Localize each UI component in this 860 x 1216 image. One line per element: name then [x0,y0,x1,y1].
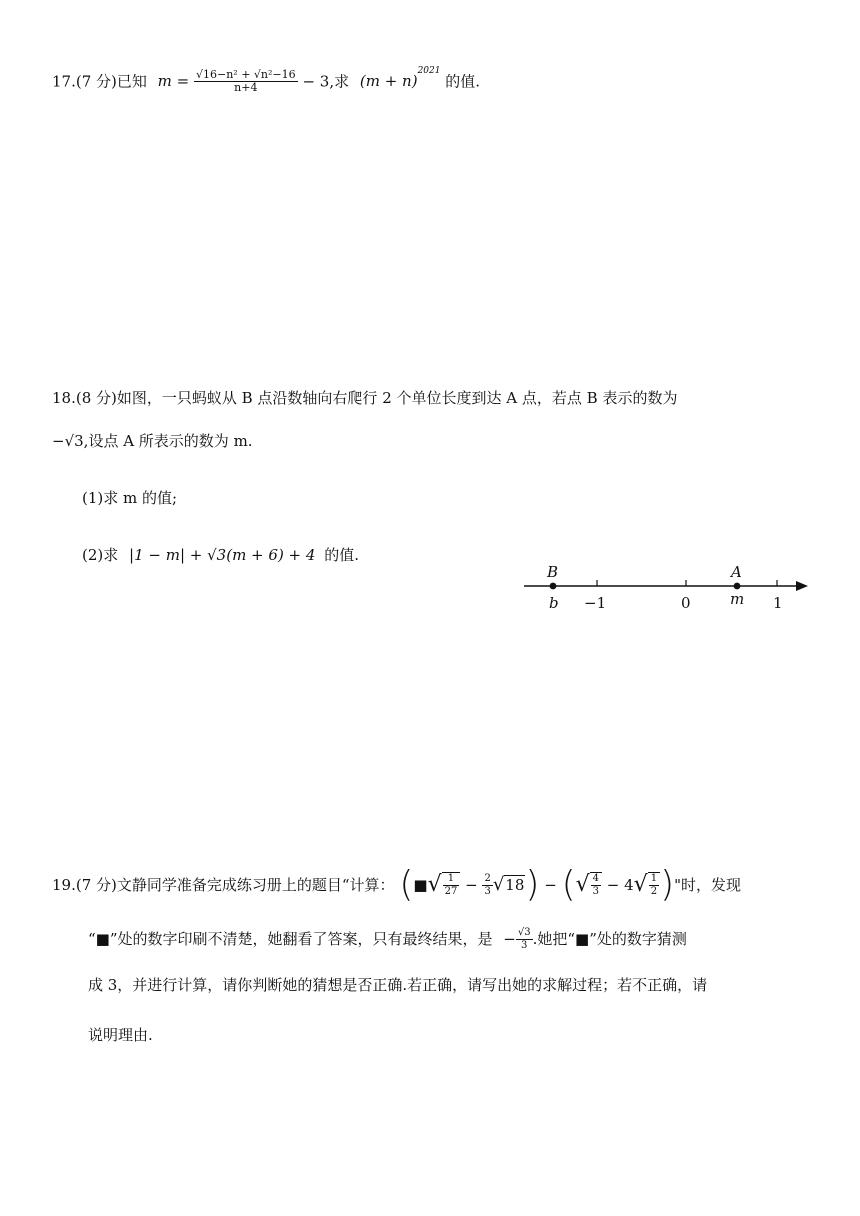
point-B [550,583,557,590]
q17-tail: 的值. [445,72,481,91]
q17-minus3: − 3,求 [302,72,350,91]
q19-line4: 说明理由. [88,1026,153,1044]
q18-part1: (1)求 m 的值; [82,489,178,507]
minus-sign-2: − [544,876,562,894]
q19-line3: 成 3，并进行计算，请你判断她的猜想是否正确.若正确，请写出她的求解过程；若不正确，请 [88,976,708,994]
tick-label-1: 1 [773,594,783,612]
label-A: A [731,563,742,581]
q19-frac1-num: 1 [443,873,460,886]
tick-label-neg1: −1 [584,594,607,612]
point-A [734,583,741,590]
number-line-figure [518,560,818,622]
q18-line2-text: ,设点 A 所表示的数为 m. [83,432,253,450]
q18-part2-expr: |1 − m| + √3(m + 6) + 4 [129,546,316,564]
sqrt-sign-2: √ [492,874,505,895]
q17-m-eq: m = [157,72,190,90]
q18-part2-tail: 的值. [324,546,360,564]
q19-line2-b: .她把“■”处的数字猜测 [532,930,687,948]
q18-part2-head: (2)求 [82,546,119,564]
q19-frac3-den: 3 [592,886,600,897]
question-17 [52,66,480,102]
q19-line2-a: “■”处的数字印刷不清楚，她翻看了答案，只有最终结果，是 [88,930,493,948]
q18-line1: 18.(8 分)如图，一只蚂蚁从 B 点沿数轴向右爬行 2 个单位长度到达 A 点，若点 B 表示的数为 [52,389,678,407]
q19-coef4: 4 [624,876,634,894]
q19-line1-head: 19.(7 分)文静同学准备完成练习册上的题目“计算： [52,876,395,894]
tick-label-0: 0 [681,594,691,612]
q19-line1-tail: "时，发现 [674,876,742,894]
q19-answer-num: √3 [517,926,531,938]
q19-frac-2 [482,873,492,898]
label-m: m [730,590,745,608]
left-paren-2: ( [561,864,576,905]
left-paren-1: ( [399,864,414,905]
q19-frac3-num: 4 [592,873,600,884]
axis-arrow-icon [796,581,808,591]
label-B: B [547,563,559,581]
sqrt-sign-3: √ [575,872,590,897]
right-paren-2: ) [660,864,675,905]
q17-denominator: n+4 [234,80,258,94]
q19-line1 [52,862,741,906]
q19-answer-den: 3 [521,939,528,951]
q19-frac2-den: 3 [484,885,491,897]
q19-frac4-num: 1 [650,873,658,884]
q17-exponent: 2021 [417,66,441,76]
q19-frac-3 [590,872,602,898]
q19-line2 [88,918,687,958]
q17-fraction [194,69,298,94]
q18-line2 [52,430,253,451]
q19-frac1-den: 27 [444,886,458,897]
q19-r18: 18 [505,876,525,894]
answer-minus: − [503,930,516,948]
q19-frac-1 [442,872,461,898]
right-paren-1: ) [525,864,540,905]
q19-answer-fraction [516,927,533,952]
q18-part2 [82,544,359,565]
q19-frac-4 [648,872,660,898]
sqrt-sign-1: √ [427,872,442,897]
q19-frac2-num: 2 [484,872,491,884]
q17-head: 17.(7 分)已知 [52,72,147,91]
q17-numerator: √16−n² + √n²−16 [196,67,296,81]
minus-sign-1: − [460,876,483,894]
sqrt-sign-4: √ [633,872,648,897]
q17-expr: (m + n) [359,72,418,90]
label-b: b [549,594,559,612]
minus-sign-3: − [602,876,625,894]
q18-neg-sqrt3: −√3 [52,432,84,450]
blurred-digit-icon: ■ [413,876,428,894]
q19-frac4-den: 2 [650,886,658,897]
